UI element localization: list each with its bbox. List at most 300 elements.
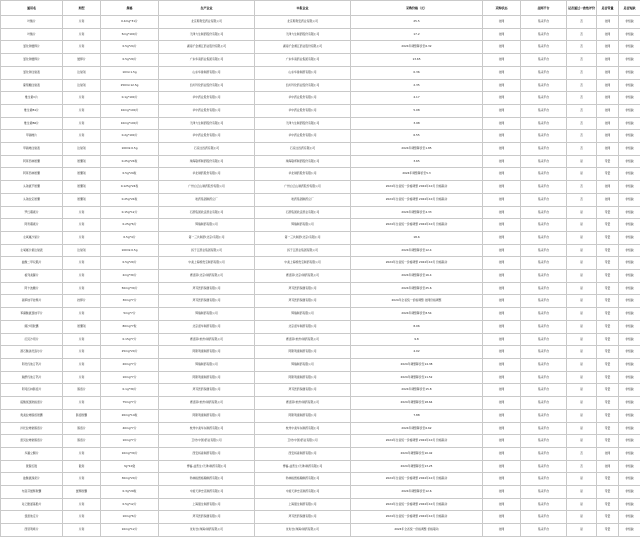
table-cell: 赛诺菲(杭州)制药有限公司 bbox=[159, 397, 255, 410]
table-cell: 湖南千金湘江药业股份有限公司 bbox=[159, 41, 255, 54]
table-cell: 片剂 bbox=[63, 206, 101, 219]
table-cell: 0.25g*6片 bbox=[101, 219, 159, 232]
table-cell: 胶囊剂 bbox=[63, 320, 101, 333]
table-cell: 氯雷他定片 bbox=[1, 511, 63, 524]
table-cell: 上海强生制药有限公司 bbox=[255, 498, 351, 511]
table-cell: 甲硝唑注射液 bbox=[1, 143, 63, 156]
table-cell: 石家庄四药有限公司 bbox=[159, 143, 255, 156]
table-cell: 石药集团欧意药业有限公司 bbox=[159, 206, 255, 219]
table-cell: 10mg*7片 bbox=[101, 435, 159, 448]
table-cell: 是 bbox=[567, 358, 597, 371]
table-cell: 挂网 bbox=[483, 117, 521, 130]
table-cell: 2024年调整降价至10.42 bbox=[351, 447, 483, 460]
table-cell: 挂网 bbox=[597, 92, 619, 105]
table-cell: 中美上海施贵宝制药有限公司 bbox=[255, 257, 351, 270]
table-cell: 2024年调整降价至6.32 bbox=[351, 41, 483, 54]
table-cell: 片剂 bbox=[63, 41, 101, 54]
table-cell: 是 bbox=[567, 346, 597, 359]
table-cell: 片剂 bbox=[63, 117, 101, 130]
table-cell: 缓释片 bbox=[63, 54, 101, 67]
table-cell: 2024年调整降价至8.54 bbox=[351, 308, 483, 321]
table-cell: 非短缺 bbox=[619, 371, 640, 384]
table-cell: 华中药业股份有限公司 bbox=[255, 92, 351, 105]
table-cell: 2024年调整降价至14.38 bbox=[351, 358, 483, 371]
table-cell: 挂网 bbox=[597, 54, 619, 67]
table-cell: 带量 bbox=[597, 295, 619, 308]
table-cell: 控释片 bbox=[63, 295, 101, 308]
table-cell: 非短缺 bbox=[619, 308, 640, 321]
table-cell: 0.5g*24粒 bbox=[101, 168, 159, 181]
table-cell: 是 bbox=[567, 168, 597, 181]
table-cell: 片剂 bbox=[63, 219, 101, 232]
table-cell: 带量 bbox=[597, 346, 619, 359]
table-cell: 2024年调整降价至18.64 bbox=[351, 397, 483, 410]
table-cell: 胶囊剂 bbox=[63, 155, 101, 168]
table-cell: 哈药集团制药总厂 bbox=[159, 193, 255, 206]
table-cell: 挂网 bbox=[483, 181, 521, 194]
table-cell: 山东华鲁制药有限公司 bbox=[255, 66, 351, 79]
table-row bbox=[1, 346, 640, 359]
table-cell: 四川科伦药业股份有限公司 bbox=[159, 79, 255, 92]
table-cell: 0.3g*20粒 bbox=[101, 486, 159, 499]
table-cell: 集采平台 bbox=[521, 231, 567, 244]
table-row bbox=[1, 193, 640, 206]
table-cell: 片剂 bbox=[63, 397, 101, 410]
table-cell: 肠溶胶囊 bbox=[63, 409, 101, 422]
table-cell: 是 bbox=[567, 333, 597, 346]
table-cell: 拜耳医药保健有限公司 bbox=[159, 384, 255, 397]
table-cell: 中美天津史克制药有限公司 bbox=[159, 486, 255, 499]
table-cell: 13.65 bbox=[351, 54, 483, 67]
table-cell: 片剂 bbox=[63, 16, 101, 29]
table-cell: 片剂 bbox=[63, 358, 101, 371]
table-cell: 左氧氟沙星注射液 bbox=[1, 244, 63, 257]
table-cell: 非短缺 bbox=[619, 384, 640, 397]
table-cell: 胶囊剂 bbox=[63, 193, 101, 206]
table-cell: 挂网 bbox=[483, 447, 521, 460]
table-cell: 非短缺 bbox=[619, 219, 640, 232]
table-cell: 华北制药股份有限公司 bbox=[255, 168, 351, 181]
table-cell: 赛诺菲(杭州)制药有限公司 bbox=[255, 333, 351, 346]
table-cell: 挂网 bbox=[483, 28, 521, 41]
table-cell: 阿斯利康制药有限公司 bbox=[255, 371, 351, 384]
table-cell: 250ml:12.5g bbox=[101, 79, 159, 92]
table-row bbox=[1, 244, 640, 257]
table-cell: 北京斯利安药业有限公司 bbox=[255, 16, 351, 29]
table-cell: 拜耳医药保健有限公司 bbox=[255, 511, 351, 524]
table-cell: 否 bbox=[567, 460, 597, 473]
table-cell: 阿斯利康制药有限公司 bbox=[159, 346, 255, 359]
table-cell: 否 bbox=[567, 143, 597, 156]
table-cell: 17.2 bbox=[351, 28, 483, 41]
table-row bbox=[1, 270, 640, 283]
table-cell: 是 bbox=[567, 270, 597, 283]
table-cell: 集采平台 bbox=[521, 181, 567, 194]
table-cell: 带量 bbox=[597, 155, 619, 168]
table-cell: 蒙脱石散 bbox=[1, 460, 63, 473]
table-cell: 拜耳医药保健有限公司 bbox=[159, 282, 255, 295]
table-cell: 带量 bbox=[597, 219, 619, 232]
table-cell: 9.8 bbox=[351, 333, 483, 346]
table-cell: 非短缺 bbox=[619, 447, 640, 460]
table-cell: 0.25g*24粒 bbox=[101, 193, 159, 206]
table-cell: 带量 bbox=[597, 422, 619, 435]
table-cell: 片剂 bbox=[63, 257, 101, 270]
table-cell: 非短缺 bbox=[619, 244, 640, 257]
table-cell: 拜耳医药保健有限公司 bbox=[255, 282, 351, 295]
table-cell: 2024年调整降价至6.62 bbox=[351, 422, 483, 435]
table-cell: 赛诺菲(北京)制药有限公司 bbox=[255, 270, 351, 283]
table-cell: 勃林格殷格翰制药有限公司 bbox=[255, 473, 351, 486]
table-cell: 注射剂 bbox=[63, 66, 101, 79]
table-cell: 阿斯利康制药有限公司 bbox=[159, 409, 255, 422]
column-header: 采购状态 bbox=[483, 1, 521, 16]
table-cell: 片剂 bbox=[63, 104, 101, 117]
table-cell: 集采平台 bbox=[521, 371, 567, 384]
column-header: 是否通过一致性评价 bbox=[567, 1, 597, 16]
table-cell: 0.1g*30片 bbox=[101, 384, 159, 397]
table-cell: 阿卡波糖片 bbox=[1, 282, 63, 295]
table-cell: 否 bbox=[567, 28, 597, 41]
table-cell: 非短缺 bbox=[619, 155, 640, 168]
table-cell: 集采平台 bbox=[521, 206, 567, 219]
table-cell: 硝苯地平控释片 bbox=[1, 295, 63, 308]
table-cell: 盐酸氨溴索片 bbox=[1, 473, 63, 486]
table-cell: 带量 bbox=[597, 231, 619, 244]
table-cell: 挂网 bbox=[483, 244, 521, 257]
table-cell: 天津力生制药股份有限公司 bbox=[255, 117, 351, 130]
table-cell: 80mg*7粒 bbox=[101, 320, 159, 333]
table-cell: 辉瑞制药有限公司 bbox=[255, 308, 351, 321]
table-cell: 是 bbox=[567, 219, 597, 232]
table-cell: 0.1g*100片 bbox=[101, 92, 159, 105]
table-cell: 是 bbox=[567, 308, 597, 321]
table-cell: 天津力生制药股份有限公司 bbox=[255, 28, 351, 41]
table-cell: 否 bbox=[567, 41, 597, 54]
table-cell: 挂网 bbox=[483, 282, 521, 295]
table-cell: 北京斯利安药业有限公司 bbox=[159, 16, 255, 29]
table-cell: 西安杨森制药有限公司 bbox=[255, 447, 351, 460]
table-cell: 片剂 bbox=[63, 346, 101, 359]
table-row bbox=[1, 168, 640, 181]
table-cell: 集采平台 bbox=[521, 79, 567, 92]
table-cell: 奥美拉唑肠溶胶囊 bbox=[1, 409, 63, 422]
table-cell: 挂网 bbox=[483, 104, 521, 117]
table-cell: 挂网 bbox=[597, 447, 619, 460]
table-row bbox=[1, 333, 640, 346]
table-cell: 带量 bbox=[597, 244, 619, 257]
table-cell: 集采平台 bbox=[521, 409, 567, 422]
table-cell: 片剂 bbox=[63, 282, 101, 295]
table-cell: 辉瑞制药有限公司 bbox=[159, 219, 255, 232]
table-cell: 上海强生制药有限公司 bbox=[159, 498, 255, 511]
table-cell: 维生素C片 bbox=[1, 92, 63, 105]
table-cell: 挂网 bbox=[483, 435, 521, 448]
table-cell: 片剂 bbox=[63, 270, 101, 283]
table-cell: 否 bbox=[567, 16, 597, 29]
table-cell: 否 bbox=[567, 193, 597, 206]
table-cell: 杭州中美华东制药有限公司 bbox=[255, 422, 351, 435]
table-cell: 否 bbox=[567, 181, 597, 194]
table-cell: 100ml:0.5g bbox=[101, 244, 159, 257]
table-cell: 集采平台 bbox=[521, 422, 567, 435]
table-cell: 0.15g*7片 bbox=[101, 333, 159, 346]
table-cell: 0.36 bbox=[351, 66, 483, 79]
column-header: 通用名 bbox=[1, 1, 63, 16]
table-cell: 片剂 bbox=[63, 371, 101, 384]
table-cell: 是 bbox=[567, 295, 597, 308]
table-cell: 4.17 bbox=[351, 92, 483, 105]
table-cell: 雷贝拉唑钠肠溶片 bbox=[1, 435, 63, 448]
table-cell: 非短缺 bbox=[619, 282, 640, 295]
table-cell: 挂网 bbox=[483, 257, 521, 270]
table-cell: 挂网 bbox=[597, 460, 619, 473]
table-cell: 2024年全省统一价格调整 2024年10月 价格联动 bbox=[351, 435, 483, 448]
table-cell: 是 bbox=[567, 155, 597, 168]
column-header: 挂网平台 bbox=[521, 1, 567, 16]
table-cell: 集采平台 bbox=[521, 155, 567, 168]
table-cell: 带量 bbox=[597, 498, 619, 511]
table-cell: 集采平台 bbox=[521, 460, 567, 473]
table-cell: 集采平台 bbox=[521, 92, 567, 105]
table-cell: 集采平台 bbox=[521, 257, 567, 270]
table-cell: 挂网 bbox=[597, 66, 619, 79]
table-row bbox=[1, 28, 640, 41]
table-cell: 阿司匹林肠溶片 bbox=[1, 384, 63, 397]
table-cell: 非短缺 bbox=[619, 231, 640, 244]
table-cell: 集采平台 bbox=[521, 486, 567, 499]
table-cell: 阿托伐他汀钙片 bbox=[1, 358, 63, 371]
table-cell: 挂网 bbox=[483, 422, 521, 435]
table-row bbox=[1, 282, 640, 295]
table-cell: 10mg*30片 bbox=[101, 447, 159, 460]
table-cell: 是 bbox=[567, 206, 597, 219]
table-cell: 非短缺 bbox=[619, 422, 640, 435]
table-cell: 阿斯利康制药有限公司 bbox=[255, 346, 351, 359]
table-cell: 2024年全省统一价格调整 2024年10月 价格联动 bbox=[351, 193, 483, 206]
table-cell: 盐酸二甲双胍片 bbox=[1, 257, 63, 270]
table-cell: 2024年调整降价至12.6 bbox=[351, 486, 483, 499]
table-cell: 集采平台 bbox=[521, 308, 567, 321]
table-cell: 是 bbox=[567, 486, 597, 499]
table-row bbox=[1, 409, 640, 422]
table-cell: 集采平台 bbox=[521, 168, 567, 181]
table-row bbox=[1, 447, 640, 460]
table-row bbox=[1, 397, 640, 410]
table-header-row bbox=[1, 1, 640, 16]
table-cell: 0.2g*100片 bbox=[101, 130, 159, 143]
table-cell: 3.98 bbox=[351, 117, 483, 130]
table-cell: 挂网 bbox=[483, 358, 521, 371]
table-cell: 3.65 bbox=[351, 155, 483, 168]
table-cell: 第一三共制药(北京)有限公司 bbox=[255, 231, 351, 244]
table-cell: 博福-益普生(天津)制药有限公司 bbox=[159, 460, 255, 473]
table-cell: 集采平台 bbox=[521, 320, 567, 333]
table-cell: 非短缺 bbox=[619, 295, 640, 308]
table-cell: 集采平台 bbox=[521, 435, 567, 448]
table-cell: 片剂 bbox=[63, 447, 101, 460]
table-cell: 带量 bbox=[597, 384, 619, 397]
table-cell: 片剂 bbox=[63, 92, 101, 105]
table-cell: 2024年调整降价至15.8 bbox=[351, 384, 483, 397]
table-cell: 是 bbox=[567, 244, 597, 257]
table-cell: 山东华鲁制药有限公司 bbox=[159, 66, 255, 79]
table-cell: 是 bbox=[567, 409, 597, 422]
table-cell: 瑞舒伐他汀钙片 bbox=[1, 371, 63, 384]
table-cell: 赛诺菲(杭州)制药有限公司 bbox=[159, 333, 255, 346]
table-cell: 非短缺 bbox=[619, 41, 640, 54]
table-cell: 带量 bbox=[597, 270, 619, 283]
table-cell: 肠溶片 bbox=[63, 435, 101, 448]
table-cell: 中美天津史克制药有限公司 bbox=[255, 486, 351, 499]
table-cell: 华中药业股份有限公司 bbox=[159, 104, 255, 117]
table-row bbox=[1, 295, 640, 308]
table-cell: 拜耳医药保健有限公司 bbox=[255, 384, 351, 397]
table-cell: 集采平台 bbox=[521, 104, 567, 117]
table-cell: 非短缺 bbox=[619, 511, 640, 524]
table-cell: 叶酸片 bbox=[1, 28, 63, 41]
table-cell: 非短缺 bbox=[619, 54, 640, 67]
table-cell: 集采平台 bbox=[521, 16, 567, 29]
table-cell: 华北制药股份有限公司 bbox=[159, 168, 255, 181]
table-cell: 2024年全省统一价格调整 挂网价格调整 bbox=[351, 295, 483, 308]
table-cell: 0.5g*20片 bbox=[101, 257, 159, 270]
table-cell: 2024年全省统一价格调整 2024年10月 价格联动 bbox=[351, 257, 483, 270]
table-cell: 西安杨森制药有限公司 bbox=[159, 447, 255, 460]
table-cell: 10ml:1.5g bbox=[101, 66, 159, 79]
table-cell: 2024年全省统一价格调整 2024年10月 价格联动 bbox=[351, 473, 483, 486]
table-cell: 10mg*7片 bbox=[101, 371, 159, 384]
table-cell: 3g*10袋 bbox=[101, 460, 159, 473]
table-cell: 四川科伦药业股份有限公司 bbox=[255, 79, 351, 92]
table-cell: 5mg*100片 bbox=[101, 28, 159, 41]
table-cell: 非短缺 bbox=[619, 498, 640, 511]
table-cell: 2mg*30片 bbox=[101, 270, 159, 283]
table-cell: 2.35 bbox=[351, 79, 483, 92]
table-cell: 集采平台 bbox=[521, 498, 567, 511]
table-cell: 挂网 bbox=[483, 486, 521, 499]
table-cell: 带量 bbox=[597, 524, 619, 537]
table-cell: 片剂 bbox=[63, 498, 101, 511]
table-cell: 挂网 bbox=[597, 143, 619, 156]
table-cell: 2024年全省统一价格调整 2024年10月 价格联动 bbox=[351, 219, 483, 232]
table-cell: 挂网 bbox=[483, 130, 521, 143]
column-header: 规格 bbox=[101, 1, 159, 16]
table-cell: 是 bbox=[567, 371, 597, 384]
table-cell: 挂网 bbox=[483, 308, 521, 321]
table-cell: 5.08 bbox=[351, 104, 483, 117]
table-row bbox=[1, 511, 640, 524]
table-cell: 广东华南药业集团有限公司 bbox=[159, 54, 255, 67]
column-header: 生产企业 bbox=[159, 1, 255, 16]
table-cell: 25mg*20片 bbox=[101, 346, 159, 359]
table-cell: 是 bbox=[567, 282, 597, 295]
table-cell: 对乙酰氨基酚片 bbox=[1, 498, 63, 511]
table-cell: 2024年调整降价至1.85 bbox=[351, 143, 483, 156]
table-cell: 否 bbox=[567, 104, 597, 117]
table-cell: 非短缺 bbox=[619, 16, 640, 29]
table-cell: 华中药业股份有限公司 bbox=[255, 130, 351, 143]
table-cell: 格列美脲片 bbox=[1, 270, 63, 283]
table-cell: 挂网 bbox=[597, 130, 619, 143]
table-cell: 挂网 bbox=[483, 524, 521, 537]
table-row bbox=[1, 524, 640, 537]
table-cell: 18.6 bbox=[351, 231, 483, 244]
table-cell: 非短缺 bbox=[619, 66, 640, 79]
table-cell: 30mg*20片 bbox=[101, 473, 159, 486]
table-cell: 带量 bbox=[597, 511, 619, 524]
table-row bbox=[1, 219, 640, 232]
table-cell: 7.88 bbox=[351, 409, 483, 422]
table-cell: 肠溶片 bbox=[63, 384, 101, 397]
table-row bbox=[1, 92, 640, 105]
table-row bbox=[1, 422, 640, 435]
table-cell: 是 bbox=[567, 384, 597, 397]
table-cell: 0.4mg*31片 bbox=[101, 16, 159, 29]
table-cell: 片剂 bbox=[63, 333, 101, 346]
table-cell: 否 bbox=[567, 54, 597, 67]
table-cell: 是 bbox=[567, 435, 597, 448]
table-cell: 带量 bbox=[597, 409, 619, 422]
table-cell: 挂网 bbox=[483, 320, 521, 333]
table-cell: 胶囊剂 bbox=[63, 168, 101, 181]
table-cell: 集采平台 bbox=[521, 384, 567, 397]
table-cell: 2024年调整降价至25.6 bbox=[351, 282, 483, 295]
table-cell: 是 bbox=[567, 498, 597, 511]
table-cell: 珠海联邦制药股份有限公司 bbox=[255, 155, 351, 168]
table-cell: 非短缺 bbox=[619, 168, 640, 181]
table-cell: 集采平台 bbox=[521, 219, 567, 232]
table-cell: 带量 bbox=[597, 473, 619, 486]
table-cell: 挂网 bbox=[483, 16, 521, 29]
table-cell: 是 bbox=[567, 397, 597, 410]
table-cell: 0.125g*24粒 bbox=[101, 181, 159, 194]
table-cell: 葡萄糖注射液 bbox=[1, 79, 63, 92]
table-cell: 片剂 bbox=[63, 231, 101, 244]
table-row bbox=[1, 498, 640, 511]
table-cell: 0.15g*12片 bbox=[101, 206, 159, 219]
table-cell: 集采平台 bbox=[521, 54, 567, 67]
table-cell: 带量 bbox=[597, 168, 619, 181]
table-cell: 集采平台 bbox=[521, 270, 567, 283]
table-cell: 片剂 bbox=[63, 308, 101, 321]
table-row bbox=[1, 384, 640, 397]
table-cell: 是 bbox=[567, 422, 597, 435]
table-cell: 4.02 bbox=[351, 346, 483, 359]
table-cell: 非短缺 bbox=[619, 397, 640, 410]
column-header: 是否带量 bbox=[597, 1, 619, 16]
table-cell: 挂网 bbox=[483, 219, 521, 232]
table-cell: 片剂 bbox=[63, 28, 101, 41]
column-header: 采购价格（元） bbox=[351, 1, 483, 16]
table-cell: 2024年调整降价至13.25 bbox=[351, 460, 483, 473]
table-cell: 是 bbox=[567, 257, 597, 270]
table-cell: 25.5 bbox=[351, 16, 483, 29]
table-cell: 非短缺 bbox=[619, 257, 640, 270]
table-cell: 非短缺 bbox=[619, 333, 640, 346]
table-cell: 华中药业股份有限公司 bbox=[159, 130, 255, 143]
table-cell: 赛诺菲(北京)制药有限公司 bbox=[159, 270, 255, 283]
table-cell: 西替利嗪片 bbox=[1, 524, 63, 537]
table-cell: 20mg*7片 bbox=[101, 358, 159, 371]
table-cell: 硫酸氢氯吡格雷片 bbox=[1, 397, 63, 410]
table-cell: 集采平台 bbox=[521, 28, 567, 41]
table-row bbox=[1, 155, 640, 168]
table-row bbox=[1, 130, 640, 143]
table-cell: 缬沙坦胶囊 bbox=[1, 320, 63, 333]
table-cell: 挂网 bbox=[483, 498, 521, 511]
table-cell: 挂网 bbox=[483, 295, 521, 308]
